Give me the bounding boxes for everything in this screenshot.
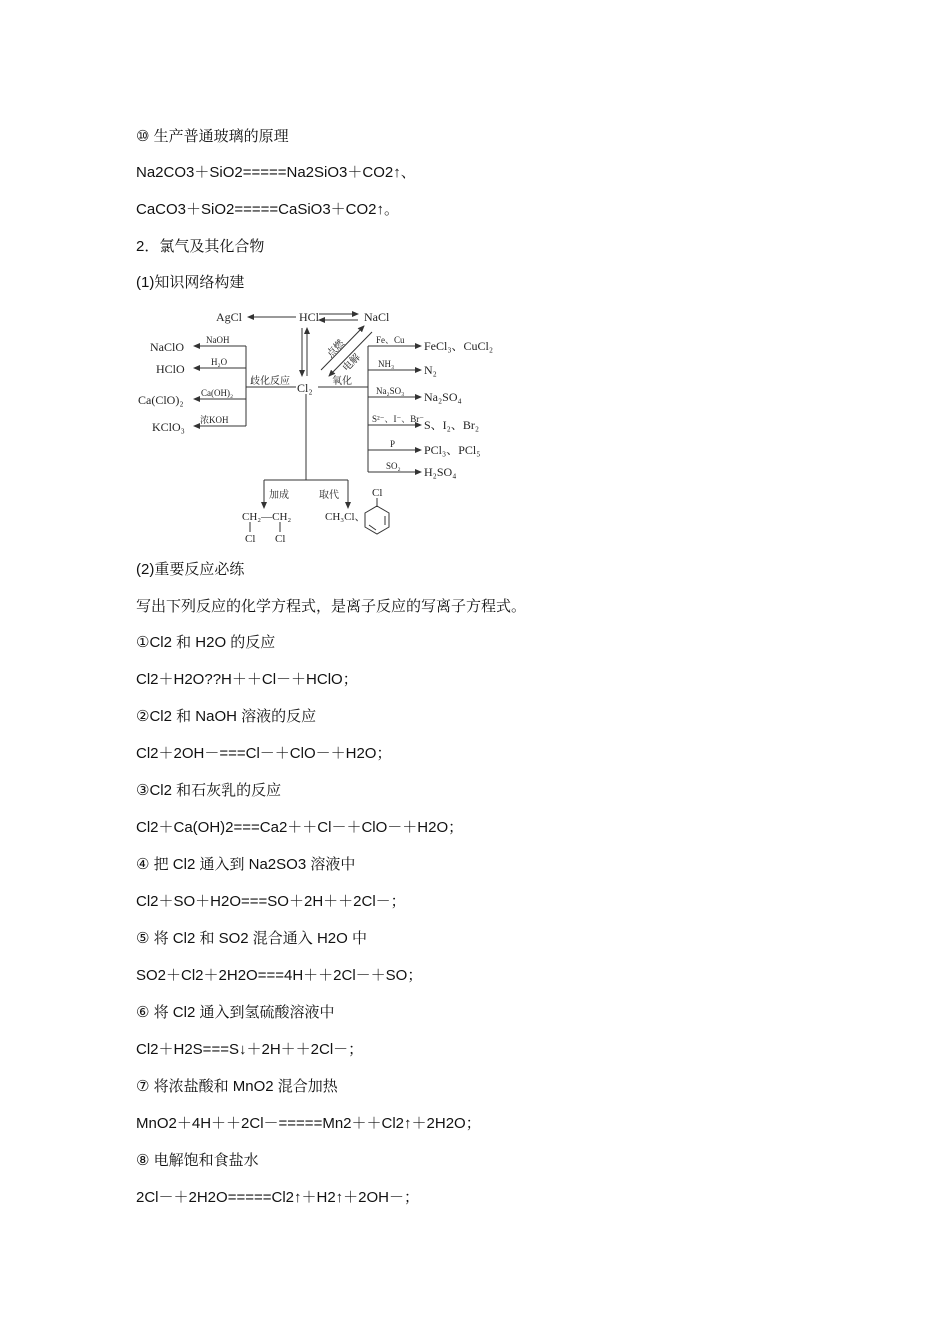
hcl-label: HCl — [299, 310, 320, 324]
subsection-network: (1)知识网络构建 — [136, 274, 245, 291]
addition-label: 加成 — [269, 490, 289, 501]
right-reagent-3: Na₂SO₃ — [376, 386, 405, 396]
reaction-6-title: ⑥ 将 Cl2 通入到氢硫酸溶液中 — [136, 1004, 335, 1021]
right-reagent-5: P — [390, 439, 396, 449]
reaction-8-title: ⑧ 电解饱和食盐水 — [136, 1152, 259, 1169]
reaction-1-title: ①Cl2 和 H2O 的反应 — [136, 634, 276, 651]
reaction-7-title: ⑦ 将浓盐酸和 MnO2 混合加热 — [136, 1078, 338, 1095]
section-heading-chlorine: 2．氯气及其化合物 — [136, 238, 265, 255]
reaction-5-equation: SO2＋Cl2＋2H2O===4H＋＋2Cl－＋SO； — [136, 967, 423, 984]
right-product-6: H₂SO₄ — [424, 465, 457, 479]
ignite-label: 点燃 — [324, 338, 347, 361]
reaction-1-equation: Cl2＋H2O??H＋＋Cl－＋HClO； — [136, 671, 358, 688]
glass-principle-heading: ⑩ 生产普通玻璃的原理 — [136, 128, 289, 145]
right-reagent-1: Fe、Cu — [376, 335, 405, 345]
right-product-4: S、I₂、Br₂ — [424, 418, 480, 432]
left-product-4: KClO₃ — [152, 420, 185, 434]
subsection-reactions: (2)重要反应必练 — [136, 561, 245, 578]
addition-product-cl1: Cl — [245, 533, 256, 545]
reaction-5-title: ⑤ 将 Cl2 和 SO2 混合通入 H2O 中 — [136, 930, 367, 947]
left-reagent-1: NaOH — [206, 335, 230, 345]
right-reagent-4: S²⁻、I⁻、Br⁻ — [372, 414, 424, 424]
reaction-8-equation: 2Cl－＋2H2O=====Cl2↑＋H2↑＋2OH－； — [136, 1189, 420, 1206]
agcl-label: AgCl — [216, 310, 243, 324]
electrolysis-label: 电解 — [340, 352, 363, 375]
reaction-3-title: ③Cl2 和石灰乳的反应 — [136, 782, 282, 799]
right-product-2: N₂ — [424, 363, 437, 377]
reaction-2-equation: Cl2＋2OH－===Cl－＋ClO－＋H2O； — [136, 745, 392, 762]
right-product-5: PCl₃、PCl₅ — [424, 443, 481, 457]
left-product-1: NaClO — [150, 340, 184, 354]
reaction-4-title: ④ 把 Cl2 通入到 Na2SO3 溶液中 — [136, 856, 356, 873]
nacl-label: NaCl — [364, 310, 390, 324]
left-product-3: Ca(ClO)₂ — [138, 393, 184, 407]
right-reagent-2: NH₃ — [378, 359, 395, 369]
reaction-6-equation: Cl2＋H2S===S↓＋2H＋＋2Cl－； — [136, 1041, 364, 1058]
reaction-3-equation: Cl2＋Ca(OH)2===Ca2＋＋Cl－＋ClO－＋H2O； — [136, 819, 464, 836]
addition-product-chain: CH₂—CH₂ — [242, 511, 292, 523]
substitution-product: CH₃Cl、 — [325, 511, 366, 523]
right-reagent-6: SO₂ — [386, 461, 401, 471]
benzene-cl-label: Cl — [372, 487, 383, 499]
left-reagent-4: 浓KOH — [200, 415, 229, 425]
right-product-3: Na₂SO₄ — [424, 390, 462, 404]
equation-caco3: CaCO3＋SiO2=====CaSiO3＋CO2↑。 — [136, 201, 400, 218]
disproportionation-label: 歧化反应 — [250, 376, 290, 387]
left-product-2: HClO — [156, 362, 185, 376]
right-product-1: FeCl₃、CuCl₂ — [424, 339, 494, 353]
reaction-7-equation: MnO2＋4H＋＋2Cl－=====Mn2＋＋Cl2↑＋2H2O； — [136, 1115, 481, 1132]
instruction-text: 写出下列反应的化学方程式，是离子反应的写离子方程式。 — [136, 598, 527, 615]
addition-product-cl2: Cl — [275, 533, 286, 545]
reaction-4-equation: Cl2＋SO＋H2O===SO＋2H＋＋2Cl－； — [136, 893, 406, 910]
substitution-label: 取代 — [319, 490, 339, 501]
equation-na2co3: Na2CO3＋SiO2=====Na2SiO3＋CO2↑、 — [136, 164, 416, 181]
left-reagent-2: H₂O — [211, 357, 228, 367]
cl2-center: Cl₂ — [297, 381, 313, 395]
chlorine-network-diagram — [136, 302, 506, 552]
left-reagent-3: Ca(OH)₂ — [201, 388, 234, 398]
oxidation-label: 氧化 — [332, 376, 352, 387]
reaction-2-title: ②Cl2 和 NaOH 溶液的反应 — [136, 708, 317, 725]
